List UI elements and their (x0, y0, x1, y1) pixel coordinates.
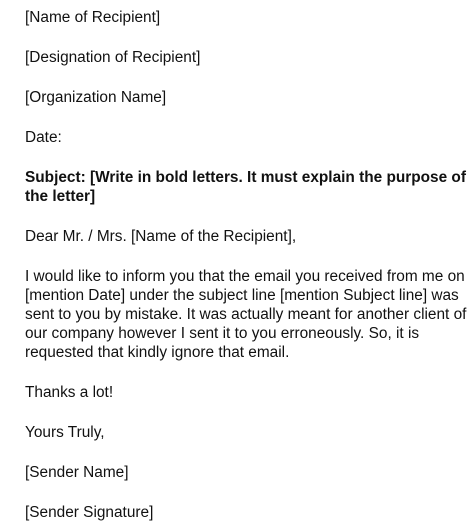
thanks-line: Thanks a lot! (25, 384, 114, 401)
recipient-designation: [Designation of Recipient] (25, 49, 201, 66)
salutation: Dear Mr. / Mrs. [Name of the Recipient], (25, 228, 297, 245)
letter (25, 8, 469, 522)
letter-body: I would like to inform you that the email you received from me on [mention Date] under the subject line [mention Subject line] was sent to you by mistake. It was actually meant for another client of our company however I sent it to you erroneously. So, it is requested that kindly ignore that email. (25, 268, 467, 361)
date-label: Date: (25, 129, 62, 146)
closing-line: Yours Truly, (25, 424, 105, 441)
sender-signature: [Sender Signature] (25, 504, 154, 521)
organization-name: [Organization Name] (25, 89, 167, 106)
recipient-name: [Name of Recipient] (25, 9, 161, 26)
subject-line: Subject: [Write in bold letters. It must explain the purpose of the letter] (25, 169, 466, 205)
sender-name: [Sender Name] (25, 464, 129, 481)
